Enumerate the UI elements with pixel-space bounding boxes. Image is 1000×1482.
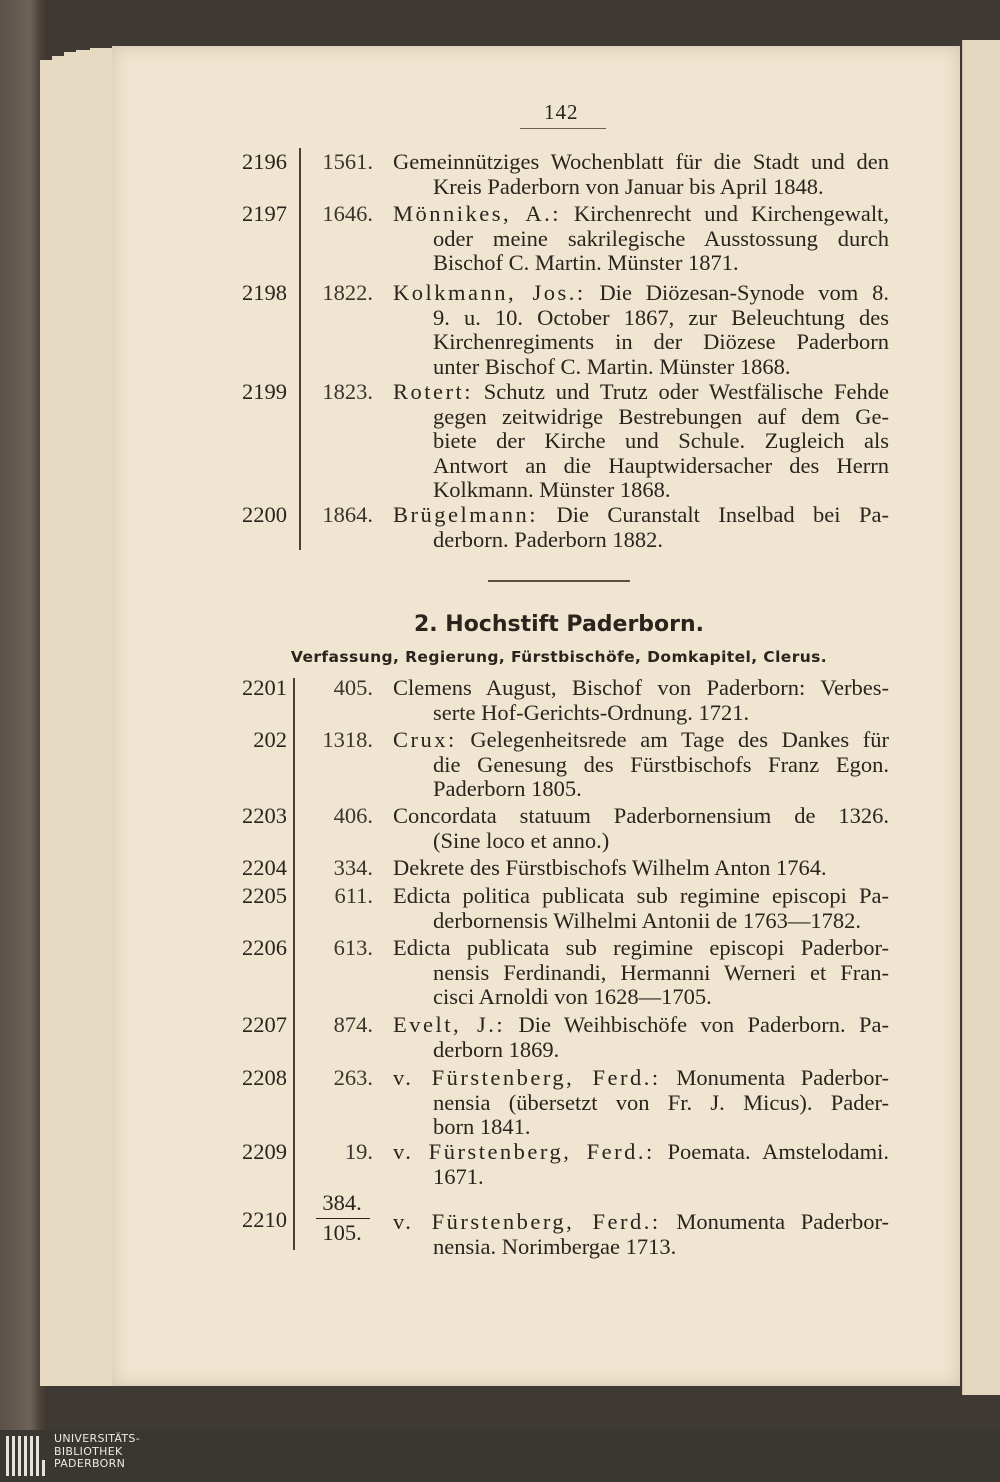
entry-line: derborn. Paderborn 1882. bbox=[433, 526, 663, 552]
page-number: 142 bbox=[544, 100, 579, 124]
shelf-mark: 263. bbox=[333, 1065, 373, 1090]
entry-line: nensia (übersetzt von Fr. J. Micus). Pader- bbox=[433, 1089, 889, 1115]
entry-line bbox=[393, 728, 889, 753]
shelf-mark: 19. bbox=[344, 1139, 373, 1164]
entry-line: Kirchenregiments in der Diözese Paderborn bbox=[433, 329, 889, 354]
column-rule bbox=[299, 148, 301, 550]
entry-line bbox=[393, 1066, 889, 1091]
entry-line: unter Bischof C. Martin. Münster 1868. bbox=[433, 353, 791, 379]
entry-number: 2209 bbox=[242, 1139, 287, 1164]
shelf-mark: 1646. bbox=[322, 201, 373, 226]
entry-line bbox=[393, 202, 889, 227]
entry-line-text: Monumenta Paderbor- bbox=[676, 1065, 890, 1090]
entry-line: Concordata statuum Paderbornensium de 1326. bbox=[393, 803, 889, 828]
entry-line: 1671. bbox=[433, 1163, 484, 1189]
entry-number: 2207 bbox=[242, 1012, 287, 1037]
entry-text bbox=[393, 150, 889, 199]
shelf-mark: 1318. bbox=[322, 727, 373, 752]
shelf-mark: 1823. bbox=[322, 379, 373, 404]
entry-text bbox=[393, 676, 889, 725]
entry-line: Bischof C. Martin. Münster 1871. bbox=[433, 250, 739, 275]
shelf-mark: 1864. bbox=[322, 502, 373, 527]
entry-number: 2198 bbox=[242, 280, 287, 305]
entry-author: Brügelmann: bbox=[393, 502, 538, 527]
entry-text bbox=[393, 804, 889, 853]
entry-author: v. Fürstenberg, Ferd.: bbox=[393, 1209, 661, 1234]
entry-line-text: Die Weihbischöfe von Paderborn. Pa- bbox=[518, 1012, 889, 1037]
entry-number: 2199 bbox=[242, 379, 287, 404]
library-footer bbox=[0, 1430, 1000, 1482]
shelf-mark: 406. bbox=[333, 803, 373, 828]
shelf-mark-denominator: 105. bbox=[322, 1220, 362, 1245]
library-name bbox=[54, 1433, 140, 1471]
entry-line: Edicta politica publicata sub regimine episcopi Pa- bbox=[393, 883, 889, 908]
entry-text bbox=[393, 728, 889, 802]
entry-number: 2203 bbox=[242, 803, 287, 828]
entry-text bbox=[393, 202, 889, 276]
entry-text bbox=[393, 856, 889, 881]
entry-line: die Genesung des Fürstbischofs Franz Egon. bbox=[433, 751, 889, 777]
entry-number: 2210 bbox=[242, 1207, 287, 1232]
entry-line bbox=[393, 281, 889, 306]
entry-line-text: Monumenta Paderbor- bbox=[676, 1209, 890, 1234]
entry-line: Kreis Paderborn von Januar bis April 1848. bbox=[433, 173, 824, 199]
entry-line-text: Die Curanstalt Inselbad bei Pa- bbox=[556, 502, 889, 527]
entry-text bbox=[393, 936, 889, 1010]
entry-line: 9. u. 10. October 1867, zur Beleuchtung des bbox=[433, 304, 889, 330]
entry-line: nensis Ferdinandi, Hermanni Werneri et Fran- bbox=[433, 959, 889, 985]
entry-text bbox=[393, 1210, 889, 1259]
entry-number: 2205 bbox=[242, 883, 287, 908]
header-rule bbox=[520, 128, 606, 129]
entry-number: 2196 bbox=[242, 149, 287, 174]
entry-text bbox=[393, 884, 889, 933]
library-logo-icon bbox=[4, 1432, 48, 1476]
shelf-mark: 874. bbox=[333, 1012, 373, 1037]
library-name-line: PADERBORN bbox=[54, 1457, 126, 1470]
entry-author: Kolkmann, Jos.: bbox=[393, 280, 586, 305]
entry-line bbox=[393, 1210, 889, 1235]
library-name-line: BIBLIOTHEK bbox=[54, 1444, 123, 1458]
entry-number: 202 bbox=[253, 727, 287, 752]
entry-line: derborn 1869. bbox=[433, 1036, 560, 1062]
shelf-mark-numerator: 384. bbox=[322, 1190, 362, 1215]
column-rule bbox=[293, 678, 295, 1250]
entry-number: 2200 bbox=[242, 502, 287, 527]
entry-line-text: Poemata. Amstelodami. bbox=[667, 1139, 890, 1164]
entry-line: Clemens August, Bischof von Paderborn: Verbes- bbox=[393, 675, 889, 700]
entry-text bbox=[393, 1140, 889, 1189]
shelf-mark: 613. bbox=[333, 935, 373, 960]
entry-text bbox=[393, 503, 889, 552]
section-divider bbox=[488, 580, 630, 582]
facing-page bbox=[962, 40, 1000, 1395]
entry-line: Paderborn 1805. bbox=[433, 776, 582, 801]
entry-line: Dekrete des Fürstbischofs Wilhelm Anton 1764. bbox=[393, 855, 827, 880]
entry-line: Gemeinnütziges Wochenblatt für die Stadt und den bbox=[393, 149, 889, 174]
shelf-mark: 334. bbox=[333, 855, 373, 880]
entry-line: Kolkmann. Münster 1868. bbox=[433, 477, 671, 502]
section-title: 2. Hochstift Paderborn. bbox=[413, 612, 705, 637]
entry-line: nensia. Norimbergae 1713. bbox=[433, 1233, 677, 1259]
entry-line: Edicta publicata sub regimine episcopi Paderbor- bbox=[393, 935, 889, 960]
entry-line: gegen zeitwidrige Bestrebungen auf dem Ge- bbox=[433, 403, 889, 429]
entry-text bbox=[393, 1066, 889, 1140]
entry-line: serte Hof-Gerichts-Ordnung. 1721. bbox=[433, 699, 750, 725]
entry-number: 2206 bbox=[242, 935, 287, 960]
entry-text bbox=[393, 281, 889, 379]
entry-line bbox=[393, 503, 889, 528]
entry-number: 2201 bbox=[242, 675, 287, 700]
entry-line bbox=[393, 1140, 889, 1165]
entry-line: (Sine loco et anno.) bbox=[433, 827, 610, 853]
entry-line bbox=[393, 380, 889, 405]
entry-line-text: Schutz und Trutz oder Westfälische Fehde bbox=[483, 379, 890, 404]
entry-line: cisci Arnoldi von 1628—1705. bbox=[433, 984, 712, 1009]
entry-line: Antwort an die Hauptwidersacher des Herrn bbox=[433, 452, 889, 478]
library-name-line: UNIVERSITÄTS- bbox=[54, 1432, 140, 1445]
entry-line-text: Die Diözesan-Synode vom 8. bbox=[599, 280, 890, 305]
shelf-mark: 1561. bbox=[322, 149, 373, 174]
entry-line: oder meine sakrilegische Ausstossung durch bbox=[433, 225, 889, 251]
entry-line-text: Gelegenheitsrede am Tage des Dankes für bbox=[470, 727, 890, 752]
entry-line: biete der Kirche und Schule. Zugleich als bbox=[433, 428, 889, 453]
entry-author: Rotert: bbox=[393, 379, 473, 404]
entry-line: born 1841. bbox=[433, 1114, 531, 1139]
entry-author: Evelt, J.: bbox=[393, 1012, 506, 1037]
shelf-mark: 405. bbox=[333, 675, 373, 700]
entry-author: v. Fürstenberg, Ferd.: bbox=[393, 1065, 661, 1090]
shelf-mark: 611. bbox=[334, 883, 373, 908]
shelf-mark: 1822. bbox=[322, 280, 373, 305]
entry-line-text: Kirchenrecht und Kirchengewalt, bbox=[573, 201, 890, 226]
entry-author: v. Fürstenberg, Ferd.: bbox=[393, 1139, 655, 1164]
entry-text bbox=[393, 380, 889, 503]
entry-number: 2197 bbox=[242, 201, 287, 226]
section-subtitle: Verfassung, Regierung, Fürstbischöfe, Domkapitel, Clerus. bbox=[290, 648, 828, 666]
entry-number: 2204 bbox=[242, 855, 287, 880]
entry-author: Mönnikes, A.: bbox=[393, 201, 561, 226]
entry-number: 2208 bbox=[242, 1065, 287, 1090]
entry-line: derbornensis Wilhelmi Antonii de 1763—1782. bbox=[433, 907, 862, 933]
entry-text bbox=[393, 1013, 889, 1062]
entry-line bbox=[393, 1013, 889, 1038]
entry-author: Crux: bbox=[393, 727, 457, 752]
